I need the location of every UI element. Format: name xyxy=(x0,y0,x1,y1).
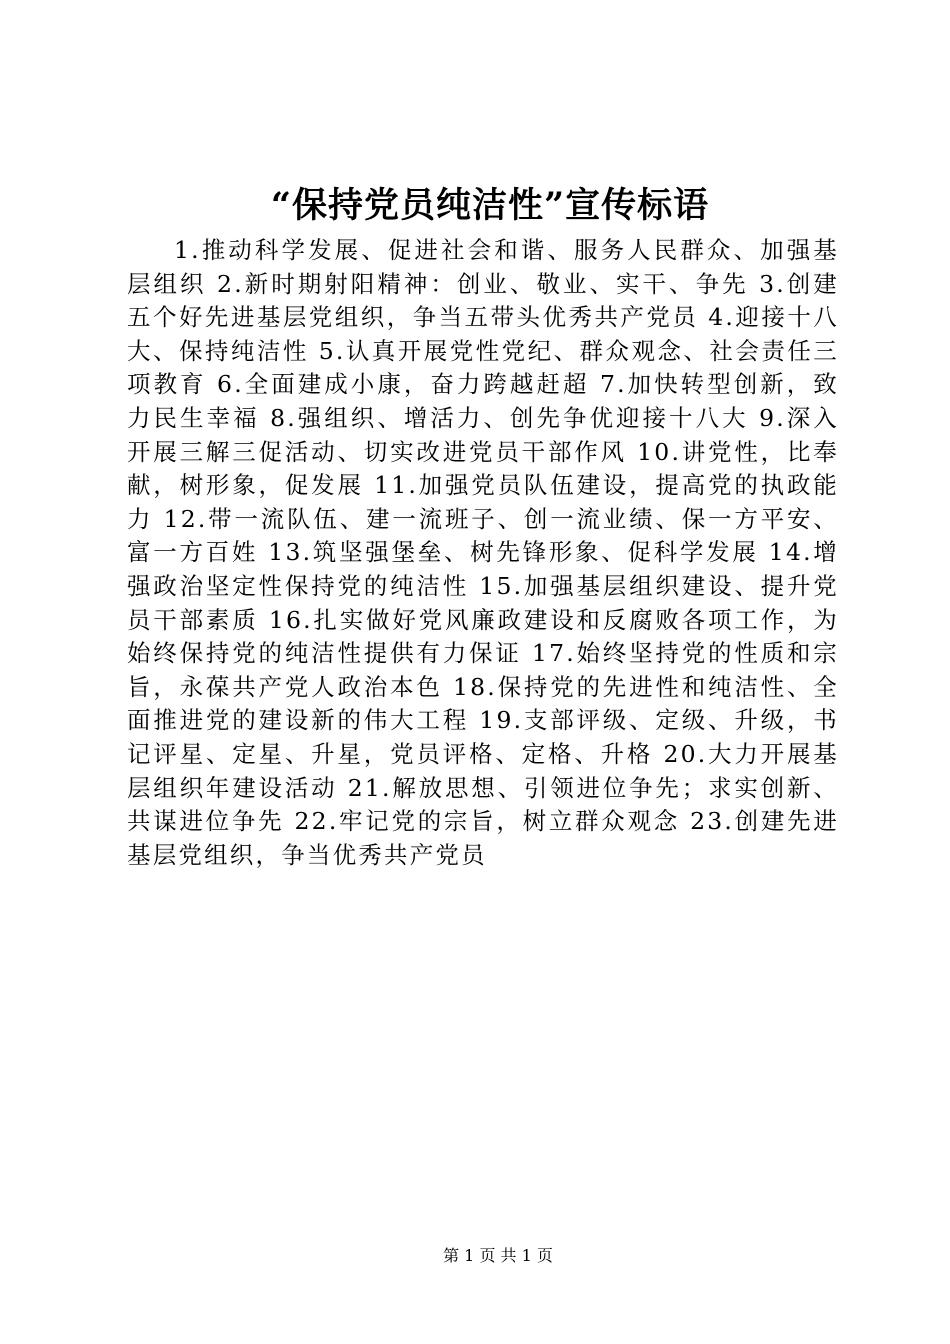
document-title: “保持党员纯洁性”宣传标语 xyxy=(270,185,710,226)
slogan-paragraph: 1.推动科学发展、促进社会和谐、服务人民群众、加强基层组织 2.新时期射阳精神：创业、敬业、实干、争先 3.创建五个好先进基层党组织，争当五带头优秀共产党员 4.迎接十八大、保持纯洁性 5.认真开展党性党纪、群众观念、社会责任三项教育 6.全面建成小康，奋力跨越赶超 7.加快转型创新，致力民生幸福 8.强组织、增活力、创先争优迎接十八大 9.深入开展三解三促活动、切实改进党员干部作风 10.讲党性，比奉献，树形象，促发展 11.加强党员队伍建设，提高党的执政能力 12.带一流队伍、建一流班子、创一流业绩、保一方平安、富一方百姓 13.筑坚强堡垒、树先锋形象、促科学发展 14.增强政治坚定性保持党的纯洁性 15.加强基层组织建设、提升党员干部素质 16.扎实做好党风廉政建设和反腐败各项工作，为始终保持党的纯洁性提供有力保证 17.始终坚持党的性质和宗旨，永葆共产党人政治本色 18.保持党的先进性和纯洁性、全面推进党的建设新的伟大工程 19.支部评级、定级、升级，书记评星、定星、升星，党员评格、定格、升格 20.大力开展基层组织年建设活动 21.解放思想、引领进位争先；求实创新、共谋进位争先 22.牢记党的宗旨，树立群众观念 23.创建先进基层党组织，争当优秀共产党员 xyxy=(127,236,839,869)
page-footer: 第 1 页 共 1 页 xyxy=(443,1246,553,1265)
